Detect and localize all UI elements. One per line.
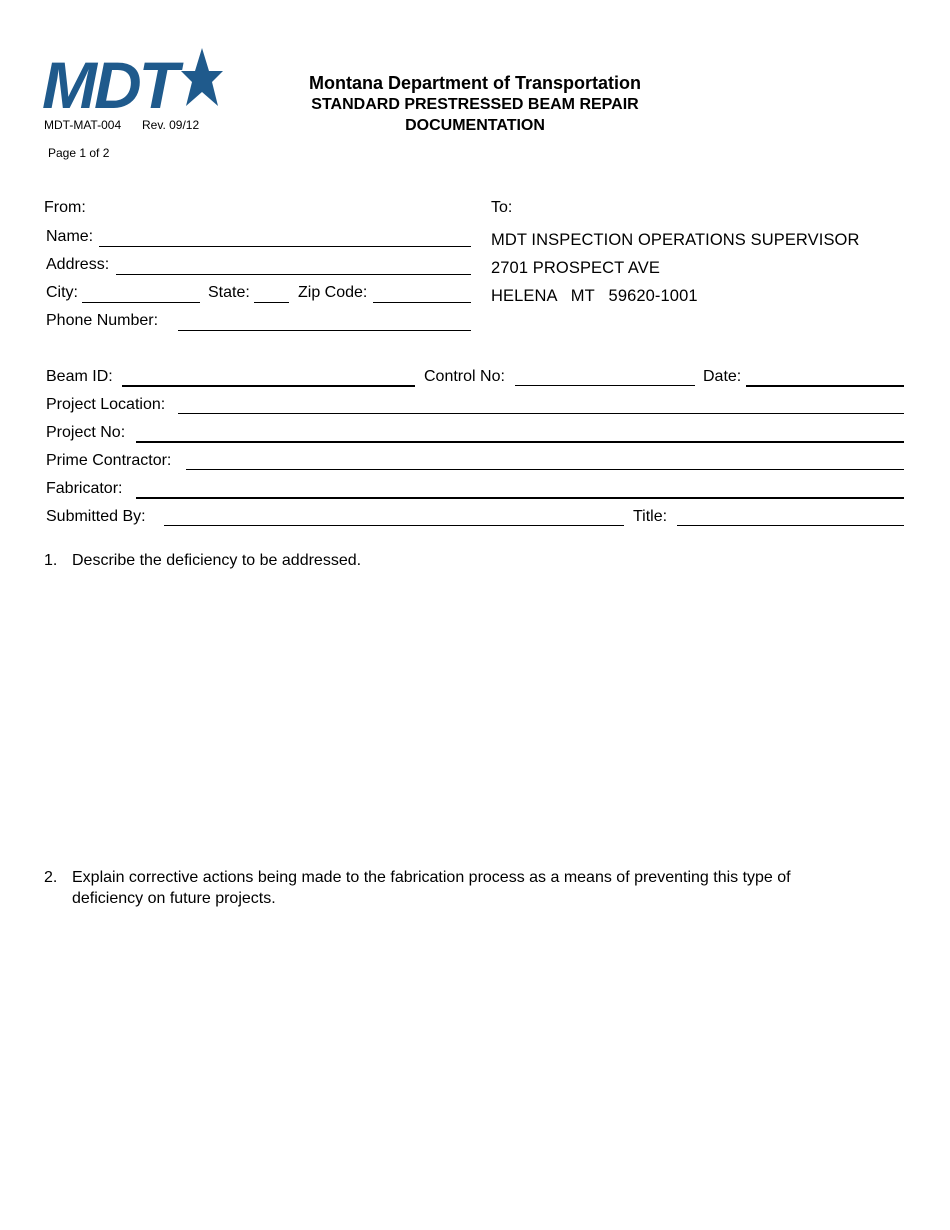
title-field[interactable] [677,525,904,526]
control-no-field[interactable] [515,385,695,386]
address-field[interactable] [116,274,471,275]
zip-label: Zip Code: [298,284,368,301]
prime-contractor-field[interactable] [186,469,904,470]
project-no-label: Project No: [46,424,126,441]
city-field[interactable] [82,302,200,303]
page-label: Page 1 of 2 [48,146,110,160]
question-1-answer-area[interactable] [44,578,904,858]
submitted-by-label: Submitted By: [46,508,146,525]
control-no-label: Control No: [424,368,505,385]
logo-text: MDT [42,48,176,116]
star-icon [181,48,223,106]
submitted-by-field[interactable] [164,525,624,526]
zip-field[interactable] [373,302,471,303]
phone-label: Phone Number: [46,312,159,329]
question-text: Explain corrective actions being made to the fabrication process as a means of preventing this type of [72,869,791,886]
agency-name: Montana Department of Transportation [308,73,641,93]
city-label: City: [46,284,78,301]
phone-field[interactable] [178,330,471,331]
date-field[interactable] [746,385,904,387]
question-text-continued: deficiency on future projects. [72,890,276,907]
from-label: From: [44,199,86,216]
form-title-line2: DOCUMENTATION [405,117,545,134]
to-city-state-zip: HELENA MT 59620-1001 [491,287,698,305]
state-field[interactable] [254,302,289,303]
address-label: Address: [46,256,110,273]
project-location-field[interactable] [178,413,904,414]
question-text: Describe the deficiency to be addressed. [72,552,362,569]
question-number: 2. [44,869,58,886]
name-field[interactable] [99,246,471,247]
question-2-answer-area[interactable] [44,918,904,1198]
revision: Rev. 09/12 [142,118,200,132]
mdt-logo [42,46,224,116]
form-title-line1: STANDARD PRESTRESSED BEAM REPAIR [311,96,639,113]
state-label: State: [208,284,250,301]
beam-id-field[interactable] [122,385,415,387]
fabricator-field[interactable] [136,497,904,499]
to-street: 2701 PROSPECT AVE [491,259,660,277]
title-label: Title: [633,508,668,525]
fabricator-label: Fabricator: [46,480,123,497]
project-location-label: Project Location: [46,396,166,413]
form-number: MDT-MAT-004 [44,118,122,132]
prime-contractor-label: Prime Contractor: [46,452,172,469]
name-label: Name: [46,228,94,245]
beam-id-label: Beam ID: [46,368,113,385]
question-2 [44,867,904,911]
question-number: 1. [44,552,58,569]
project-no-field[interactable] [136,441,904,443]
to-recipient: MDT INSPECTION OPERATIONS SUPERVISOR [491,231,860,249]
date-label: Date: [703,368,742,385]
question-1 [44,550,904,572]
to-label: To: [491,199,513,216]
